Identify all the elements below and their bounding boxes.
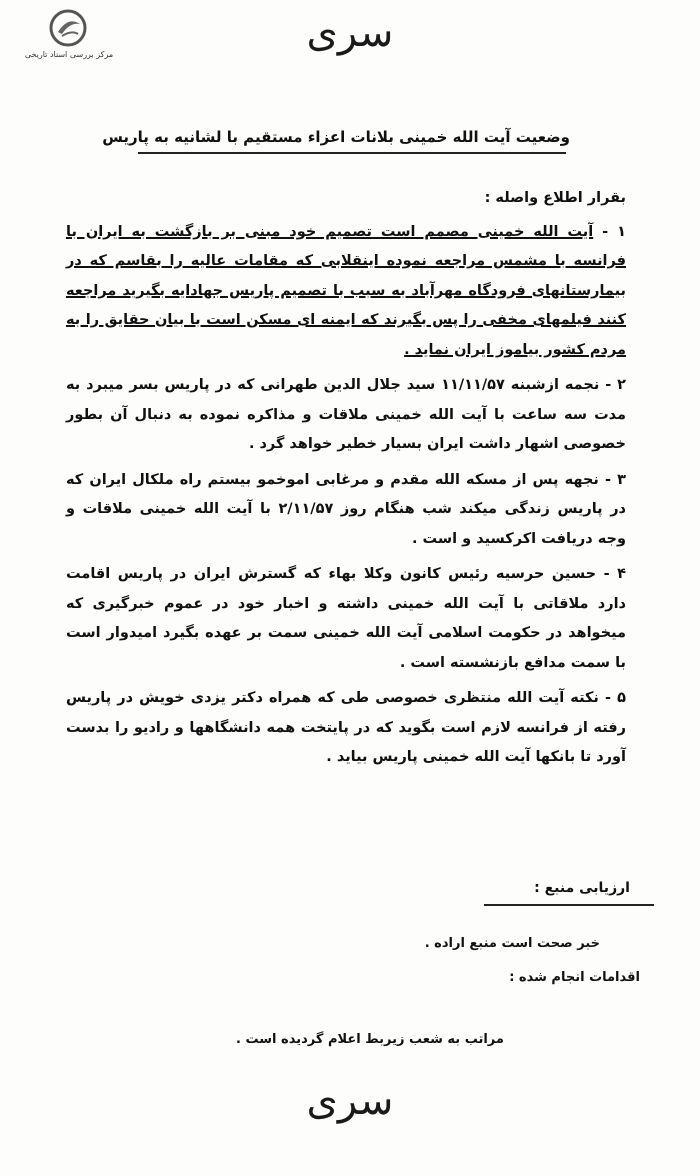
classification-top: سری — [306, 10, 394, 56]
item-number: ۱ — [617, 223, 626, 240]
paragraph-item-4: ۴ - حسین حرسیه رئیس کانون وکلا بهاء که گسترش ایران در پاریس اقامت دارد ملاقاتی با آیت الله خمینی داشته و اخبار خود در عموم خبرگیری که میخواهد در حکومت اسلامی آیت الله خمینی سمت بر عهده بگیرد امیدوار است با سمت مدافع بازنشسته است . — [66, 566, 626, 671]
archive-watermark-text: مرکز بررسی اسناد تاریخی — [24, 50, 114, 59]
classification-bottom: سری — [306, 1078, 394, 1124]
source-note: خبر صحت است منبع اراده . — [424, 936, 600, 951]
paragraph-item-2: ۲ - نجمه ازشبنه ۱۱/۱۱/۵۷ سید جلال الدین طهرانی که در پاریس بسر میبرد به مدت سه ساعت با آیت الله خمینی ملاقات و مذاکره نموده به دنبال آن بطور خصوصی اشهار داشت ایران بسیار خطیر خواهد گرد . — [66, 377, 626, 452]
item-text: نجهه پس از مسکه الله مقدم و مرغابی اموخمو بیستم راه ملکال ایران که در پاریس زندگی میکند شب هنگام روز ۲/۱۱/۵۷ با آیت الله خمینی ملاقات و وجه دریافت اکرکسید و است . — [66, 471, 626, 547]
paragraph-item-3: ۳ - نجهه پس از مسکه الله مقدم و مرغابی اموخمو بیستم راه ملکال ایران که در پاریس زندگی میکند شب هنگام روز ۲/۱۱/۵۷ با آیت الله خمینی ملاقات و وجه دریافت اکرکسید و است . — [66, 471, 626, 547]
item-number: ۵ — [617, 690, 626, 706]
item-number: ۳ — [617, 471, 626, 488]
item-text: نجمه ازشبنه ۱۱/۱۱/۵۷ سید جلال الدین طهرانی که در پاریس بسر میبرد به مدت سه ساعت با آیت الله خمینی ملاقات و مذاکره نموده به دنبال آن بطور خصوصی اشهار داشت ایران بسیار خطیر خواهد گرد . — [66, 377, 626, 452]
paragraph-item-1: ۱ - آیت الله خمینی مصمم است تصمیم خود مبنی بر بازگشت به ایران با فرانسه با مشمس مراجعه نموده اینقلابی که مقامات عالیه را بقاسم که در بیمارستانهای فرودگاه مهرآباد به سبب با تصمیم پاریس جهادایه بگیرید مراجعه کنند فیلمهای مخفی را پس بگیرند که ایمنه ای مسکن است با بیان حقایق را به مردم کشور بیاموز ایران نماید . — [66, 223, 626, 358]
source-evaluation-title: ارزیابی منبع : — [534, 880, 630, 896]
item-text: آیت الله خمینی مصمم است تصمیم خود مبنی بر بازگشت به ایران با فرانسه با مشمس مراجعه نموده اینقلابی که مقامات عالیه را بقاسم که در بیمارستانهای فرودگاه مهرآباد به سبب با تصمیم پاریس جهادایه بگیرید مراجعه کنند فیلمهای مخفی را پس بگیرند که ایمنه ای مسکن است با بیان حقایق را به مردم کشور بیاموز ایران نماید . — [66, 223, 626, 358]
actions-taken-title: اقدامات انجام شده : — [509, 970, 640, 985]
source-evaluation-underline — [484, 904, 654, 906]
item-number: ۴ — [617, 566, 626, 582]
item-text: حسین حرسیه رئیس کانون وکلا بهاء که گسترش ایران در پاریس اقامت دارد ملاقاتی با آیت الله خمینی داشته و اخبار خود در عموم خبرگیری که میخواهد در حکومت اسلامی آیت الله خمینی سمت بر عهده بگیرد امیدوار است با سمت مدافع بازنشسته است . — [66, 566, 626, 671]
paragraph-item-5: ۵ - نکته آیت الله منتظری خصوصی طی که همراه دکتر یزدی خویش در پاریس رفته از فرانسه لازم است بگوید که در پایتخت همه دانشگاهها و رادیو را بدست آورد تا بانکها آیت الله خمینی پاریس بیاید . — [66, 690, 626, 765]
document-body — [66, 184, 626, 779]
item-number: ۲ — [617, 377, 626, 393]
subject-underline — [138, 152, 566, 154]
item-text: نکته آیت الله منتظری خصوصی طی که همراه دکتر یزدی خویش در پاریس رفته از فرانسه لازم است بگوید که در پایتخت همه دانشگاهها و رادیو را بدست آورد تا بانکها آیت الله خمینی پاریس بیاید . — [66, 690, 626, 765]
intro-line: بقرار اطلاع واصله : — [484, 190, 626, 206]
document-subject: وضعیت آیت الله خمینی بلانات اعزاء مستقیم با لشانیه به پاریس — [102, 128, 570, 146]
distribution-note: مراتب به شعب زیربط اعلام گردیده است . — [236, 1032, 504, 1047]
